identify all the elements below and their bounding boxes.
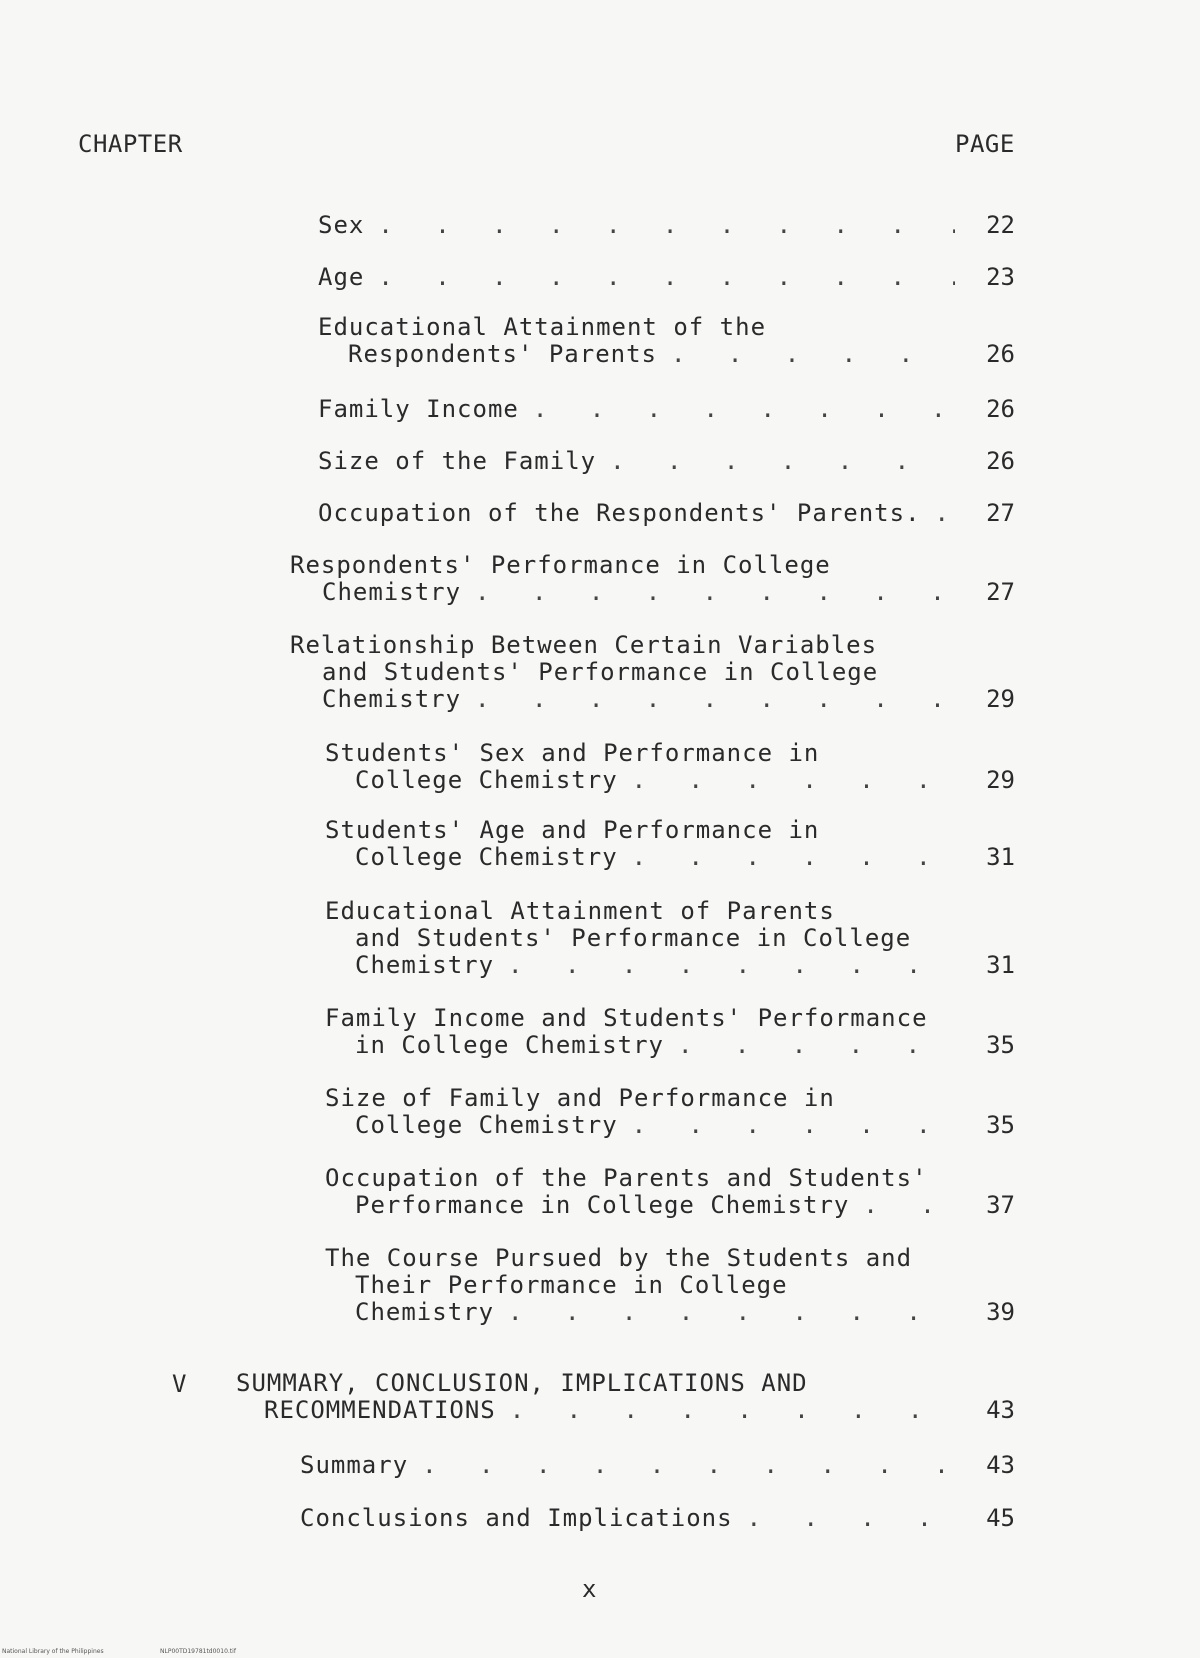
chapter-column-header: CHAPTER	[78, 130, 183, 158]
toc-entry	[300, 1452, 1015, 1479]
dot-leader	[378, 264, 955, 291]
toc-entry	[236, 1370, 1015, 1424]
toc-entry	[325, 740, 1015, 794]
toc-entry-page-number: 23	[986, 263, 1015, 291]
toc-entry	[325, 817, 1015, 871]
dot-leader	[678, 1032, 955, 1059]
toc-entry	[325, 1165, 1015, 1219]
toc-entry	[325, 898, 1015, 979]
toc-entry-page-number: 37	[986, 1191, 1015, 1219]
scan-credit: National Library of the Philippines	[2, 1648, 104, 1655]
dot-leader	[475, 579, 955, 606]
toc-entry-title-line: Chemistry	[322, 578, 462, 606]
toc-entry-title-line: College Chemistry	[355, 843, 618, 871]
toc-entry-page-number: 26	[986, 447, 1015, 475]
page-number-footer: x	[582, 1575, 598, 1603]
toc-entry	[318, 396, 1015, 423]
toc-entry-page-number: 43	[986, 1396, 1015, 1424]
toc-entry-title-line: The Course Pursued by the Students and	[325, 1244, 913, 1272]
toc-entry-title-line: Respondents' Performance in College	[290, 551, 831, 579]
page-column-header: PAGE	[955, 130, 1015, 158]
dot-leader	[533, 396, 955, 423]
toc-entry-page-number: 35	[986, 1111, 1015, 1139]
toc-entry-title-line: Students' Sex and Performance in	[325, 739, 820, 767]
toc-entry-page-number: 31	[986, 843, 1015, 871]
dot-leader	[508, 1299, 955, 1326]
toc-entry-page-number: 29	[986, 766, 1015, 794]
toc-entry	[318, 500, 1015, 527]
toc-entry-title-line: Summary	[300, 1451, 409, 1479]
toc-entry-title-line: Occupation of the Parents and Students'	[325, 1164, 928, 1192]
toc-entry-page-number: 26	[986, 395, 1015, 423]
toc-entry-title-line: College Chemistry	[355, 766, 618, 794]
toc-entry-page-number: 35	[986, 1031, 1015, 1059]
toc-entry-title-line: Their Performance in College	[355, 1271, 788, 1299]
toc-entry-title-line: Chemistry	[355, 951, 495, 979]
dot-leader	[610, 448, 955, 475]
dot-leader	[671, 341, 955, 368]
toc-entry	[318, 448, 1015, 475]
toc-entry-title-line: Students' Age and Performance in	[325, 816, 820, 844]
toc-entry-page-number: 43	[986, 1451, 1015, 1479]
toc-entry	[318, 212, 1015, 239]
toc-entry-title-line: Family Income	[318, 395, 519, 423]
toc-entry-title-line: and Students' Performance in College	[322, 658, 879, 686]
chapter-number: V	[172, 1370, 188, 1398]
toc-entry-page-number: 29	[986, 685, 1015, 713]
dot-leader	[863, 1192, 955, 1219]
toc-entry	[318, 264, 1015, 291]
toc-entry-title-line: Chemistry	[322, 685, 462, 713]
toc-entry-title-line: Chemistry	[355, 1298, 495, 1326]
toc-entry	[300, 1505, 1015, 1532]
dot-leader	[475, 686, 955, 713]
toc-entry-title-line: SUMMARY, CONCLUSION, IMPLICATIONS AND	[236, 1369, 808, 1397]
toc-entry-page-number: 22	[986, 211, 1015, 239]
dot-leader	[747, 1505, 955, 1532]
toc-entry-title-line: in College Chemistry	[355, 1031, 664, 1059]
dot-leader	[632, 844, 955, 871]
toc-entry-page-number: 27	[986, 578, 1015, 606]
toc-entry-page-number: 39	[986, 1298, 1015, 1326]
toc-entry-title-line: Performance in College Chemistry	[355, 1191, 850, 1219]
toc-entry	[290, 552, 1015, 606]
toc-entry	[325, 1245, 1015, 1326]
toc-entry-title-line: and Students' Performance in College	[355, 924, 912, 952]
toc-entry-title-line: Size of Family and Performance in	[325, 1084, 835, 1112]
scan-filename: NLP00TD19781td0010.tif	[160, 1648, 236, 1655]
dot-leader	[422, 1452, 955, 1479]
toc-entry-title-line: Educational Attainment of the	[318, 313, 767, 341]
dot-leader	[510, 1397, 955, 1424]
toc-entry-title-line: RECOMMENDATIONS	[264, 1396, 496, 1424]
dot-leader	[632, 1112, 955, 1139]
toc-entry-title-line: Relationship Between Certain Variables	[290, 631, 878, 659]
dot-leader	[632, 767, 955, 794]
toc-entry-title-line: Family Income and Students' Performance	[325, 1004, 928, 1032]
toc-entry-title-line: Respondents' Parents	[348, 340, 657, 368]
dot-leader	[508, 952, 955, 979]
toc-entry	[325, 1085, 1015, 1139]
dot-leader	[935, 500, 955, 527]
toc-entry-page-number: 27	[986, 499, 1015, 527]
toc-entry-title-line: Size of the Family	[318, 447, 597, 475]
toc-entry-title-line: College Chemistry	[355, 1111, 618, 1139]
toc-entry-title-line: Educational Attainment of Parents	[325, 897, 835, 925]
dot-leader	[378, 212, 955, 239]
toc-entry-page-number: 45	[986, 1504, 1015, 1532]
toc-entry-title-line: Occupation of the Respondents' Parents.	[318, 499, 921, 527]
toc-entry	[290, 632, 1015, 713]
toc-entry	[318, 314, 1015, 368]
toc-entry-title-line: Conclusions and Implications	[300, 1504, 733, 1532]
toc-entry-title-line: Sex	[318, 211, 365, 239]
toc-entry-page-number: 31	[986, 951, 1015, 979]
toc-entry	[325, 1005, 1015, 1059]
toc-entry-page-number: 26	[986, 340, 1015, 368]
toc-entry-title-line: Age	[318, 263, 365, 291]
